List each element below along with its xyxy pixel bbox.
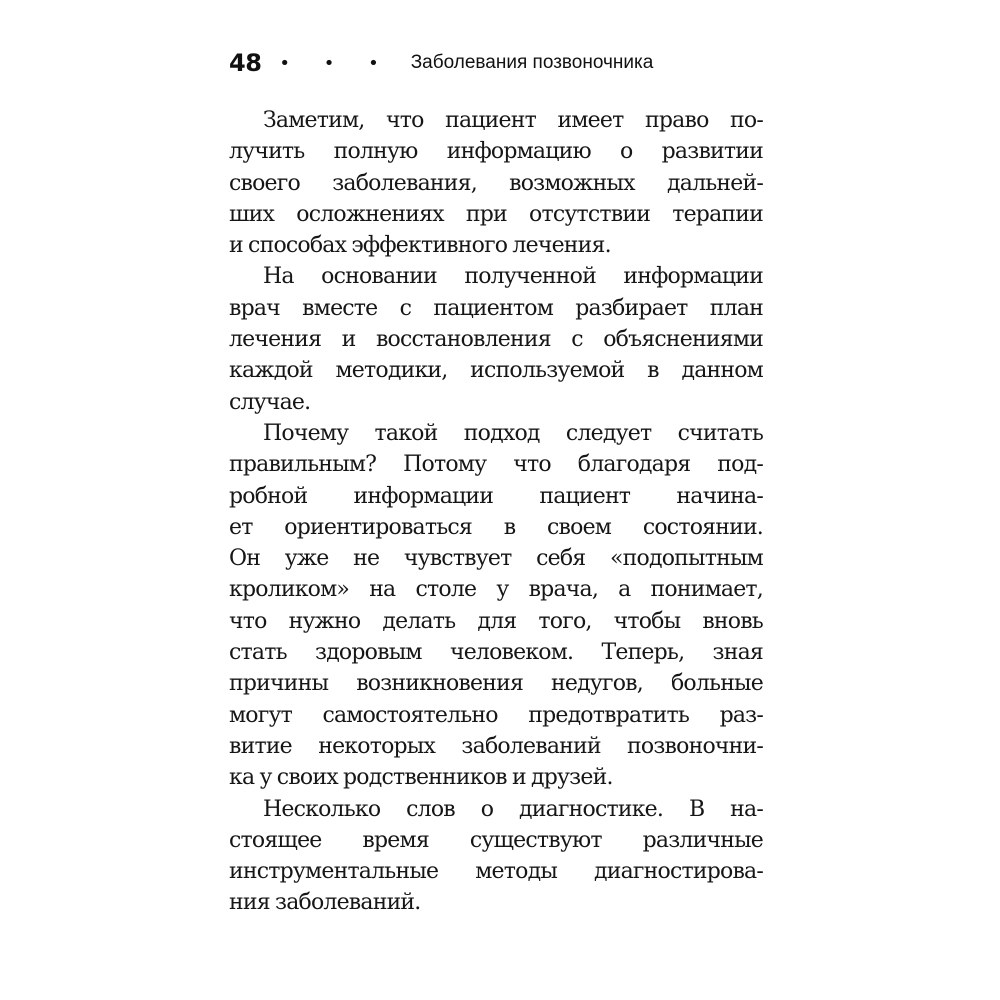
text-line: могут самостоятельно предотвратить раз- bbox=[229, 702, 763, 728]
page-number: 48 bbox=[229, 49, 262, 77]
text-line: случае. bbox=[229, 389, 311, 415]
text-line: причины возникновения недугов, больные bbox=[229, 671, 763, 697]
text-line: Почему такой подход следует считать bbox=[263, 420, 763, 446]
text-line: лечения и восстановления с объяснениями bbox=[229, 327, 763, 353]
text-line: каждой методики, используемой в данном bbox=[229, 358, 763, 384]
text-line: ка у своих родственников и друзей. bbox=[229, 765, 613, 791]
running-header bbox=[229, 46, 653, 80]
text-line: ет ориентироваться в своем состоянии. bbox=[229, 514, 763, 540]
text-line: витие некоторых заболеваний позвоночни- bbox=[229, 733, 763, 759]
text-line: ших осложнениях при отсутствии терапии bbox=[229, 201, 763, 227]
text-line: что нужно делать для того, чтобы вновь bbox=[229, 608, 763, 634]
text-line: Несколько слов о диагностике. В на- bbox=[263, 796, 763, 822]
text-line: Он уже не чувствует себя «подопытным bbox=[229, 546, 763, 572]
text-line: и способах эффективного лечения. bbox=[229, 233, 611, 259]
paragraph-2 bbox=[229, 261, 763, 417]
text-line: правильным? Потому что благодаря под- bbox=[229, 452, 763, 478]
text-line: стать здоровым человеком. Теперь, зная bbox=[229, 640, 763, 666]
text-line: ния заболеваний. bbox=[229, 890, 421, 916]
text-line: лучить полную информацию о развитии bbox=[229, 139, 763, 165]
header-dots-ornament: • • • bbox=[279, 52, 393, 74]
text-line: инструментальные методы диагностирова- bbox=[229, 859, 763, 885]
paragraph-3 bbox=[229, 418, 763, 794]
text-line: кроликом» на столе у врача, а понимает, bbox=[229, 577, 763, 603]
text-line: стоящее время существуют различные bbox=[229, 827, 763, 853]
body-text bbox=[229, 105, 763, 919]
section-title: Заболевания позвоночника bbox=[410, 52, 654, 73]
text-line: своего заболевания, возможных дальней- bbox=[229, 170, 763, 196]
text-line: робной информации пациент начина- bbox=[229, 483, 763, 509]
paragraph-4 bbox=[229, 794, 763, 919]
text-line: На основании полученной информации bbox=[263, 264, 763, 290]
paragraph-1 bbox=[229, 105, 763, 261]
text-line: врач вместе с пациентом разбирает план bbox=[229, 295, 763, 321]
text-line: Заметим, что пациент имеет право по- bbox=[263, 108, 763, 133]
